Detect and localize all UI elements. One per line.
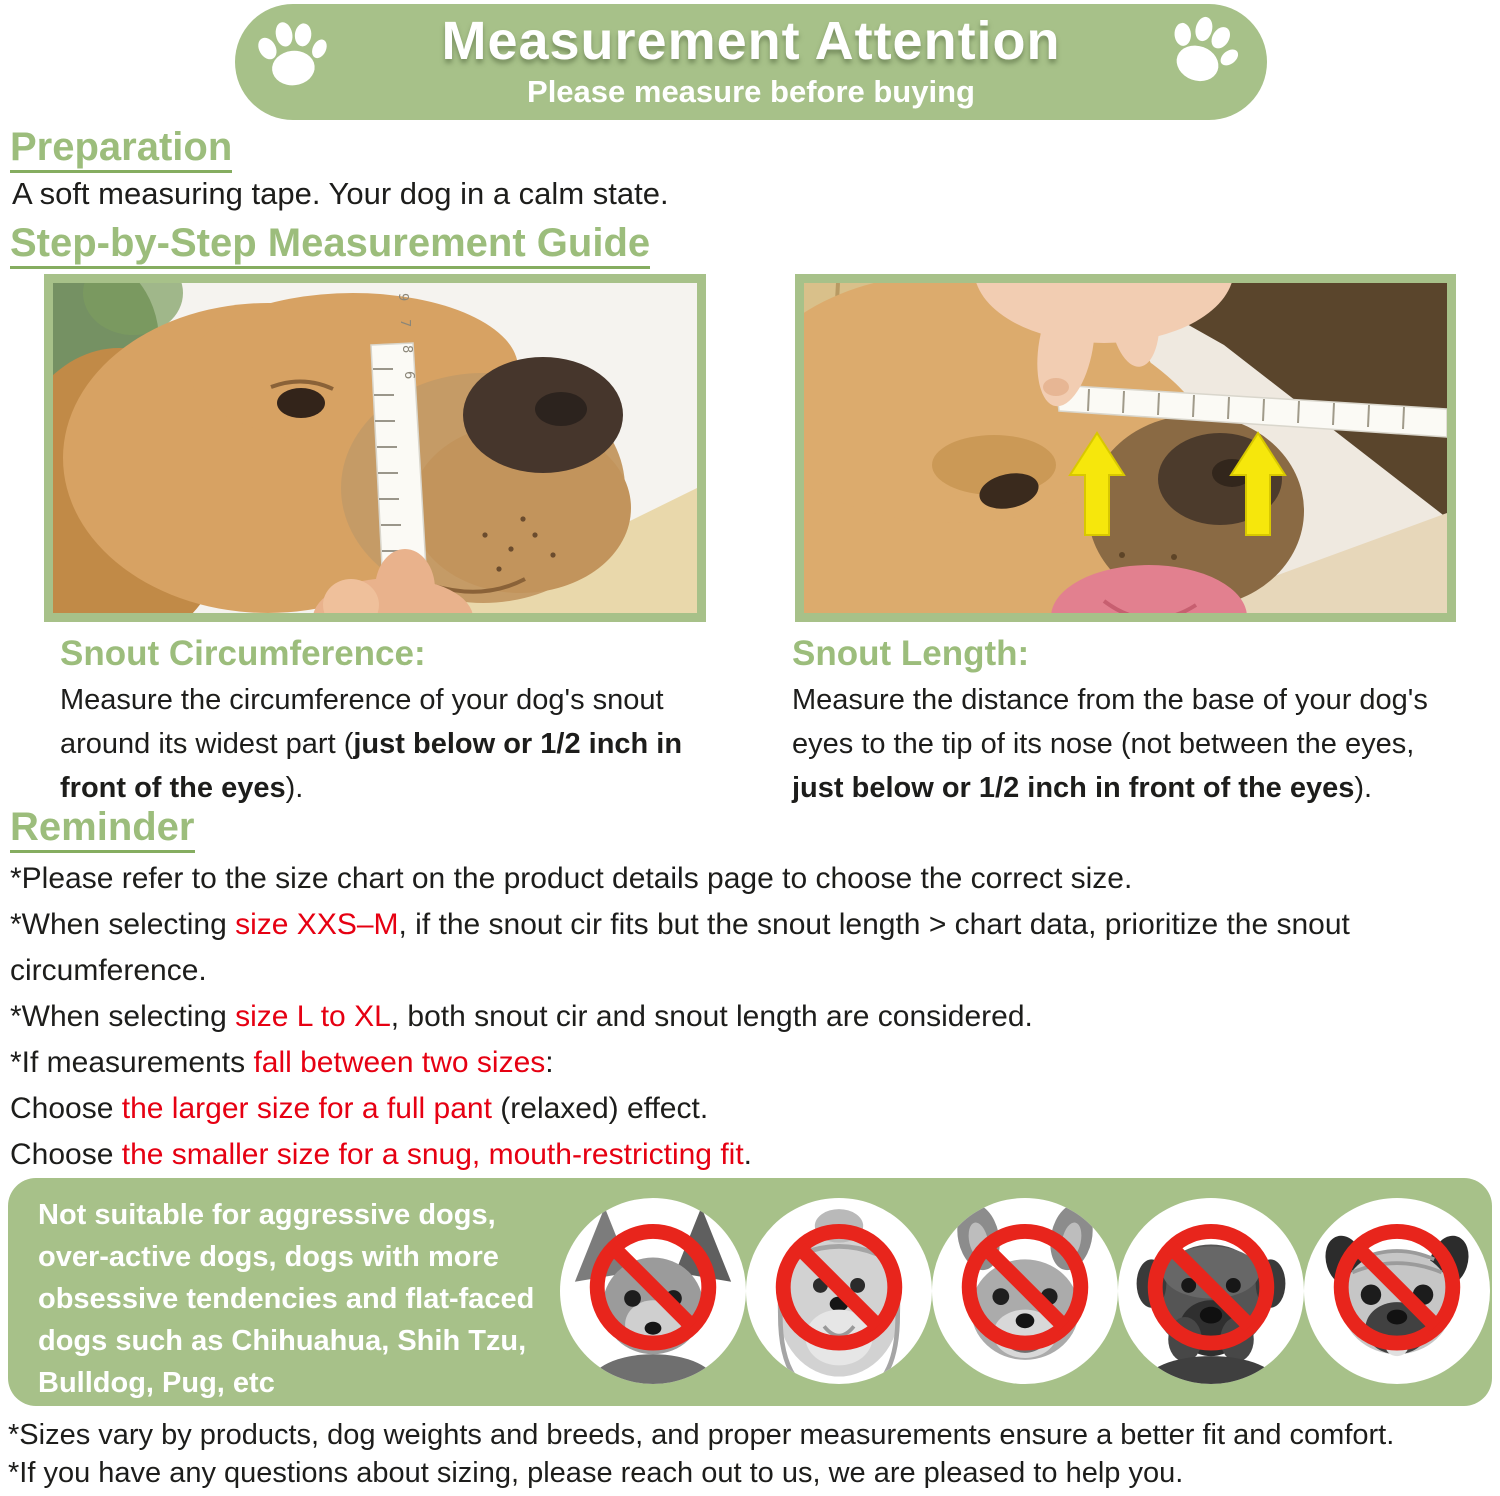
svg-text:9: 9 [395,293,410,302]
banner-subtitle: Please measure before buying [527,74,975,109]
dog-snout-length-illustration [804,283,1447,613]
banner-title: Measurement Attention [441,11,1061,71]
dog-shih-tzu-icon [746,1198,932,1384]
paw-icon [247,10,337,100]
warning-text: Not suitable for aggressive dogs, over-active dogs, dogs with more obsessive tendencies and flat-faced dogs such as Chihuahua, Shih Tzu, Bulldog, Pug, etc [38,1199,535,1399]
svg-text:7: 7 [397,319,412,328]
reminder-list [10,856,1492,1178]
snout-length-text: Measure the distance from the base of your dog's eyes to the tip of its nose (not between the eyes, just below or 1/2 inch in front of the eyes). [792,684,1428,804]
reminder-line: *When selecting size XXS–M, if the snout cir fits but the snout length > chart data, prioritize the snout circumference. [10,908,1350,987]
header-banner [235,4,1267,120]
reminder-line: *When selecting size L to XL, both snout cir and snout length are considered. [10,1000,1033,1033]
prohibition-sign-icon [746,1198,932,1384]
snout-circumference-label: Snout Circumference: [60,634,426,673]
reminder-line: Choose the smaller size for a snug, mouth-restricting fit. [10,1138,752,1171]
reminder-heading: Reminder [10,806,195,853]
snout-length-label: Snout Length: [792,634,1030,673]
dog-measuring-tape-illustration [53,283,697,613]
dog-bullmastiff-icon [1118,1198,1304,1384]
preparation-heading: Preparation [10,126,232,173]
guide-heading: Step-by-Step Measurement Guide [10,222,650,269]
snout-circumference-text: Measure the circumference of your dog's snout around its widest part (just below or 1/2 inch in front of the eyes). [60,684,683,804]
svg-text:8: 8 [399,345,414,354]
fingernail [1043,378,1069,396]
reminder-line: *If measurements fall between two sizes: [10,1046,554,1079]
dog-chihuahua-icon [560,1198,746,1384]
svg-text:6: 6 [401,371,416,380]
snout-circumference-photo [44,274,706,622]
footnotes [8,1416,1494,1492]
dog-eye [277,388,325,418]
preparation-text: A soft measuring tape. Your dog in a calm state. [12,176,669,211]
dog-french-bulldog-icon [932,1198,1118,1384]
dog-pug-icon [1304,1198,1490,1384]
footnote: *If you have any questions about sizing, please reach out to us, we are pleased to help you. [8,1457,1184,1489]
snout-length-photo [795,274,1456,622]
prohibition-sign-icon [932,1198,1118,1384]
prohibition-sign-icon [560,1198,746,1384]
prohibition-sign-icon [1118,1198,1304,1384]
prohibition-sign-icon [1304,1198,1490,1384]
reminder-line: Choose the larger size for a full pant (relaxed) effect. [10,1092,709,1125]
footnote: *Sizes vary by products, dog weights and breeds, and proper measurements ensure a better fit and comfort. [8,1419,1395,1451]
reminder-line: *Please refer to the size chart on the product details page to choose the correct size. [10,862,1133,895]
not-suitable-warning-box [8,1178,1492,1406]
